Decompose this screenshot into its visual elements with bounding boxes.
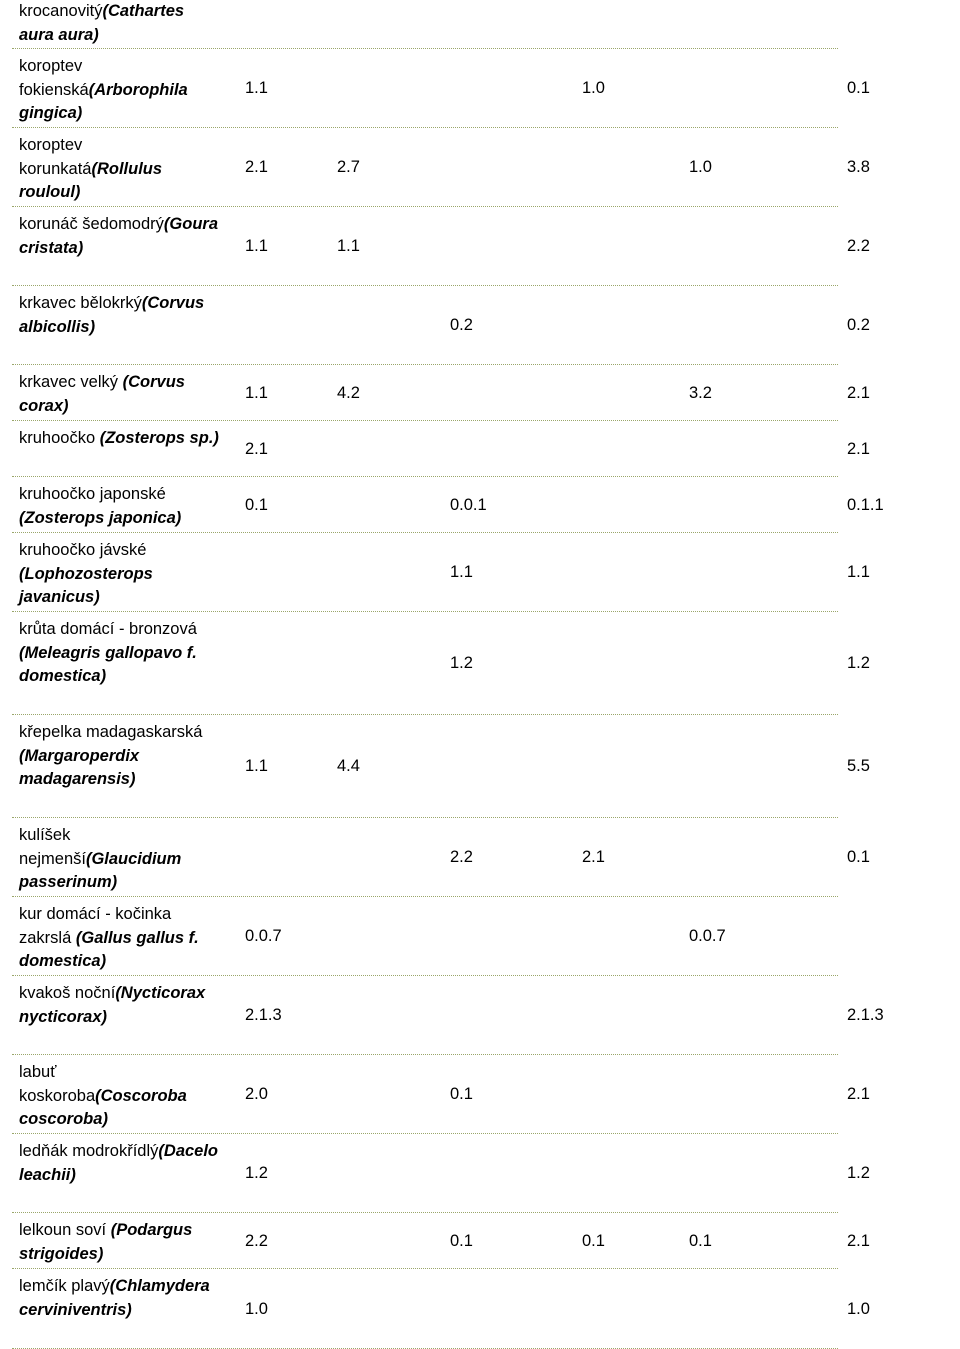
species-name xyxy=(12,533,219,610)
latin-name: (Nycticorax nycticorax) xyxy=(19,984,206,1026)
count-cell-6: 0.2 xyxy=(847,316,870,334)
common-name: lemčík plavý xyxy=(19,1277,110,1295)
table-row xyxy=(12,365,870,421)
table-row xyxy=(12,612,870,715)
count-cell-6: 1.2 xyxy=(847,1164,870,1182)
count-cell-1: 2.0 xyxy=(245,1085,268,1103)
latin-name: (Cathartes aura aura) xyxy=(19,2,185,44)
count-cell-3: 0.0.1 xyxy=(450,496,487,514)
count-cell-2: 1.1 xyxy=(337,237,360,255)
common-name: kruhoočko japonské xyxy=(19,485,166,503)
species-name xyxy=(12,0,219,47)
latin-name: (Dacelo leachii) xyxy=(19,1142,219,1184)
latin-name: (Coscoroba coscoroba) xyxy=(19,1086,187,1128)
species-name xyxy=(12,286,219,339)
species-name xyxy=(12,715,219,792)
species-name xyxy=(12,976,219,1029)
latin-name: (Glaucidium passerinum) xyxy=(19,849,182,891)
count-cell-6: 0.1.1 xyxy=(847,496,884,514)
count-cell-3: 0.1 xyxy=(450,1085,473,1103)
count-cell-3: 0.1 xyxy=(450,1232,473,1250)
species-name xyxy=(12,49,219,126)
species-name xyxy=(12,477,219,530)
count-cell-6: 1.1 xyxy=(847,563,870,581)
table-row xyxy=(12,477,884,533)
latin-name: (Zosterops sp.) xyxy=(99,429,219,447)
species-name xyxy=(12,612,219,689)
latin-name: (Corvus corax) xyxy=(19,373,185,415)
count-cell-6: 3.8 xyxy=(847,158,870,176)
count-cell-6: 1.0 xyxy=(847,1300,870,1318)
table-row xyxy=(12,1134,870,1213)
count-cell-2: 2.7 xyxy=(337,158,360,176)
species-name xyxy=(12,1213,219,1266)
count-cell-1: 0.0.7 xyxy=(245,927,282,945)
count-cell-5: 0.1 xyxy=(689,1232,712,1250)
table-row xyxy=(12,207,870,286)
species-table xyxy=(12,0,884,1349)
count-cell-6: 2.1 xyxy=(847,1085,870,1103)
count-cell-6: 2.1 xyxy=(847,384,870,402)
latin-name: (Rollulus rouloul) xyxy=(19,159,163,201)
latin-name: (Margaroperdix madagarensis) xyxy=(19,746,140,788)
latin-name: (Gallus gallus f. domestica) xyxy=(19,928,199,970)
latin-name: (Corvus albicollis) xyxy=(19,294,205,336)
count-cell-4: 0.1 xyxy=(582,1232,605,1250)
count-cell-6: 0.1 xyxy=(847,79,870,97)
common-name: krkavec bělokrký xyxy=(19,294,142,312)
species-name xyxy=(12,1269,219,1322)
common-name: křepelka madagaskarská xyxy=(19,723,203,741)
table-row xyxy=(12,128,870,207)
table-row xyxy=(12,1213,870,1269)
common-name: kvakoš noční xyxy=(19,984,116,1002)
latin-name: (Lophozosterops javanicus) xyxy=(19,564,153,606)
table-row xyxy=(12,0,838,49)
count-cell-4: 1.0 xyxy=(582,79,605,97)
latin-name: (Meleagris gallopavo f. domestica) xyxy=(19,643,197,685)
count-cell-3: 1.2 xyxy=(450,654,473,672)
common-name: krkavec velký xyxy=(19,373,123,391)
count-cell-3: 1.1 xyxy=(450,563,473,581)
count-cell-3: 2.2 xyxy=(450,848,473,866)
common-name: labuť koskoroba xyxy=(19,1063,96,1105)
common-name: korunáč šedomodrý xyxy=(19,215,164,233)
table-row xyxy=(12,533,870,612)
common-name: kruhoočko xyxy=(19,429,100,447)
table-row xyxy=(12,49,870,128)
common-name: krocanovitý xyxy=(19,2,103,20)
table-row xyxy=(12,715,870,818)
count-cell-4: 2.1 xyxy=(582,848,605,866)
count-cell-5: 1.0 xyxy=(689,158,712,176)
common-name: lelkoun soví xyxy=(19,1221,111,1239)
count-cell-1: 0.1 xyxy=(245,496,268,514)
count-cell-1: 2.1.3 xyxy=(245,1006,282,1024)
count-cell-3: 0.2 xyxy=(450,316,473,334)
count-cell-6: 5.5 xyxy=(847,757,870,775)
latin-name: (Chlamydera cerviniventris) xyxy=(19,1277,210,1319)
table-row xyxy=(12,1055,870,1134)
table-row xyxy=(12,897,838,976)
count-cell-5: 0.0.7 xyxy=(689,927,726,945)
count-cell-5: 3.2 xyxy=(689,384,712,402)
table-row xyxy=(12,976,884,1055)
species-name xyxy=(12,421,219,451)
count-cell-1: 1.1 xyxy=(245,757,268,775)
common-name: koroptev korunkatá xyxy=(19,136,92,178)
latin-name: (Podargus strigoides) xyxy=(19,1221,193,1263)
latin-name: (Zosterops japonica) xyxy=(19,508,182,527)
count-cell-1: 1.1 xyxy=(245,237,268,255)
common-name: ledňák modrokřídlý xyxy=(19,1142,159,1160)
table-row xyxy=(12,421,870,477)
species-name xyxy=(12,1055,219,1132)
count-cell-1: 1.0 xyxy=(245,1300,268,1318)
count-cell-1: 2.1 xyxy=(245,440,268,458)
count-cell-6: 0.1 xyxy=(847,848,870,866)
common-name: kruhoočko jávské xyxy=(19,541,147,559)
species-name xyxy=(12,128,219,205)
count-cell-1: 2.1 xyxy=(245,158,268,176)
count-cell-2: 4.4 xyxy=(337,757,360,775)
count-cell-6: 1.2 xyxy=(847,654,870,672)
table-row xyxy=(12,286,870,365)
common-name: kur domácí - kočinka zakrslá xyxy=(19,905,172,947)
common-name: kulíšek nejmenší xyxy=(19,826,86,868)
count-cell-1: 1.1 xyxy=(245,384,268,402)
count-cell-1: 1.1 xyxy=(245,79,268,97)
species-name xyxy=(12,207,219,260)
common-name: krůta domácí - bronzová xyxy=(19,620,197,638)
count-cell-2: 4.2 xyxy=(337,384,360,402)
species-name xyxy=(12,1134,219,1187)
count-cell-1: 1.2 xyxy=(245,1164,268,1182)
count-cell-6: 2.1 xyxy=(847,1232,870,1250)
table-row xyxy=(12,818,870,897)
count-cell-6: 2.2 xyxy=(847,237,870,255)
latin-name: (Goura cristata) xyxy=(19,215,219,257)
count-cell-6: 2.1 xyxy=(847,440,870,458)
common-name: koroptev fokienská xyxy=(19,57,89,99)
table-row xyxy=(12,1269,870,1349)
count-cell-1: 2.2 xyxy=(245,1232,268,1250)
count-cell-6: 2.1.3 xyxy=(847,1006,884,1024)
species-name xyxy=(12,897,219,974)
latin-name: (Arborophila gingica) xyxy=(19,80,188,122)
species-name xyxy=(12,818,219,895)
species-name xyxy=(12,365,219,418)
